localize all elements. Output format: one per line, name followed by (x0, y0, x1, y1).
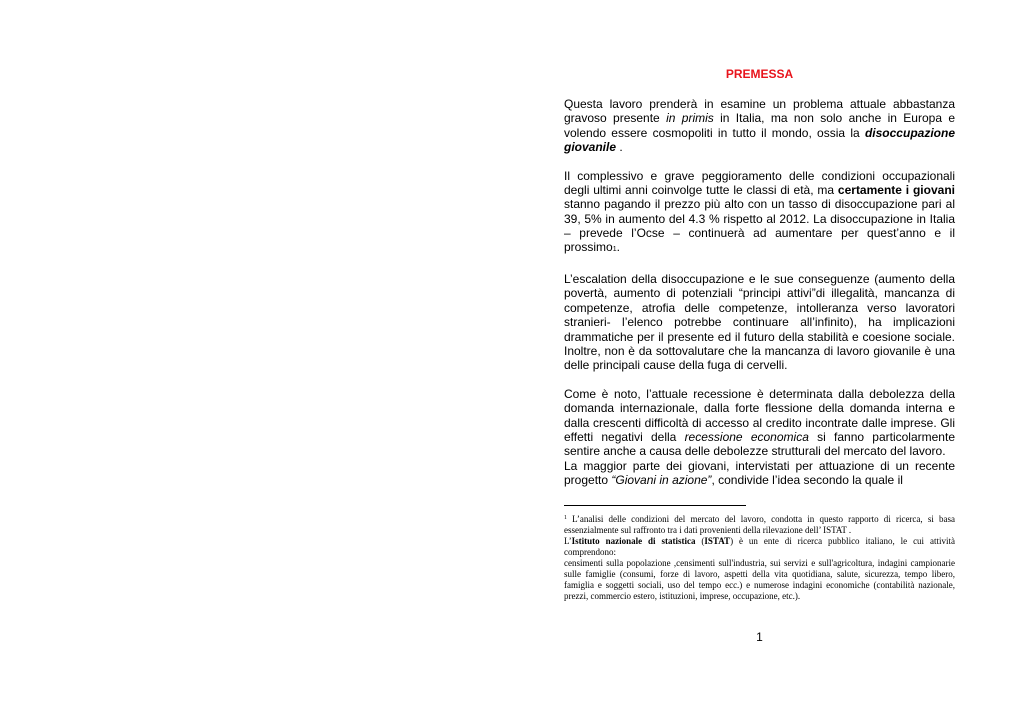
footnote-line: L’Istituto nazionale di statistica (ISTAT) è un ente di ricerca pubblico italiano, le cui attività comprendono: (564, 536, 955, 557)
emphasis-disoccupazione-giovanile: disoccupazione giovanile (564, 125, 955, 155)
paragraph-giovani: La maggior parte dei giovani, intervistati per attuazione di un recente progetto “Giovani in azione”, condivide l’idea secondo la quale il (564, 458, 955, 487)
paragraph-peggioramento: Il complessivo e grave peggioramento delle condizioni occupazionali degli ultimi anni coinvolge tutte le classi di età, ma certamente i giovani stanno pagando il prezzo più alto con un tasso di disoccupazione pari al 39, 5% in aumento del 4.3 % rispetto al 2012. La disoccupazione in Italia – prevede l’Ocse – continuerà ad aumentare per quest’anno e il prossimo1. (564, 168, 955, 255)
paragraph-intro: Questa lavoro prenderà in esamine un problema attuale abbastanza gravoso presente in primis in Italia, ma non solo anche in Europa e volendo essere cosmopoliti in tutto il mondo, ossia la disoccupazione giovanile . (564, 97, 956, 155)
footnote (564, 514, 955, 602)
bold-certamente-i-giovani: certamente i giovani (837, 183, 955, 198)
body-text (564, 97, 955, 487)
paragraph-recessione: Come è noto, l’attuale recessione è determinata dalla debolezza della domanda internazionale, dalla forte flessione della domanda interna e dalla crescenti difficoltà di accesso al credito incontrate dalle imprese. Gli effetti negativi della recessione economica si fanno particolarmente sentire anche a causa delle debolezze strutturali del mercato del lavoro. (564, 386, 955, 459)
footnote-reference[interactable]: 1 (612, 246, 617, 254)
footnote-divider (564, 505, 746, 506)
document-page (564, 0, 955, 724)
italic-recessione-economica: recessione economica (684, 429, 809, 444)
footnote-number: 1 (564, 515, 567, 521)
page-title: PREMESSA (725, 67, 794, 81)
page-number: 1 (756, 630, 763, 644)
italic-giovani-in-azione: “Giovani in azione” (611, 472, 712, 487)
footnote-line: censimenti sulla popolazione ,censimenti sull'industria, sui servizi e sull'agricoltura, indagini campionarie sulle famiglie (consumi, forze di lavoro, aspetti della vita quotidiana, salute, sicurezza, tempo libero, famiglia e soggetti sociali, uso del tempo ecc.) e numerose indagini economiche (contabilità nazionale, prezzi, commercio estero, istituzioni, imprese, occupazione, etc.). (564, 558, 955, 601)
paragraph-escalation: L’escalation della disoccupazione e le sue conseguenze (aumento della povertà, aumento di potenziali “principi attivi”di illegalità, mancanza di competenze, atrofia delle competenze, intolleranza verso lavoratori stranieri- l’elenco potrebbe continuare all’infinito), ha implicazioni drammatiche per il presente ed il futuro della stabilità e coesione sociale. Inoltre, non è da sottovalutare che la mancanza di lavoro giovanile è una delle principali cause della fuga di cervelli. (564, 272, 955, 373)
italic-in-primis: in primis (666, 111, 714, 126)
footnote-line: $^1$ L’analisi delle condizioni del mercato del lavoro, condotta in questo rapporto di ricerca, si basa essenzialmente sul raffronto tra i dati provenienti della rilevazione dell’ ISTAT . (564, 514, 955, 535)
